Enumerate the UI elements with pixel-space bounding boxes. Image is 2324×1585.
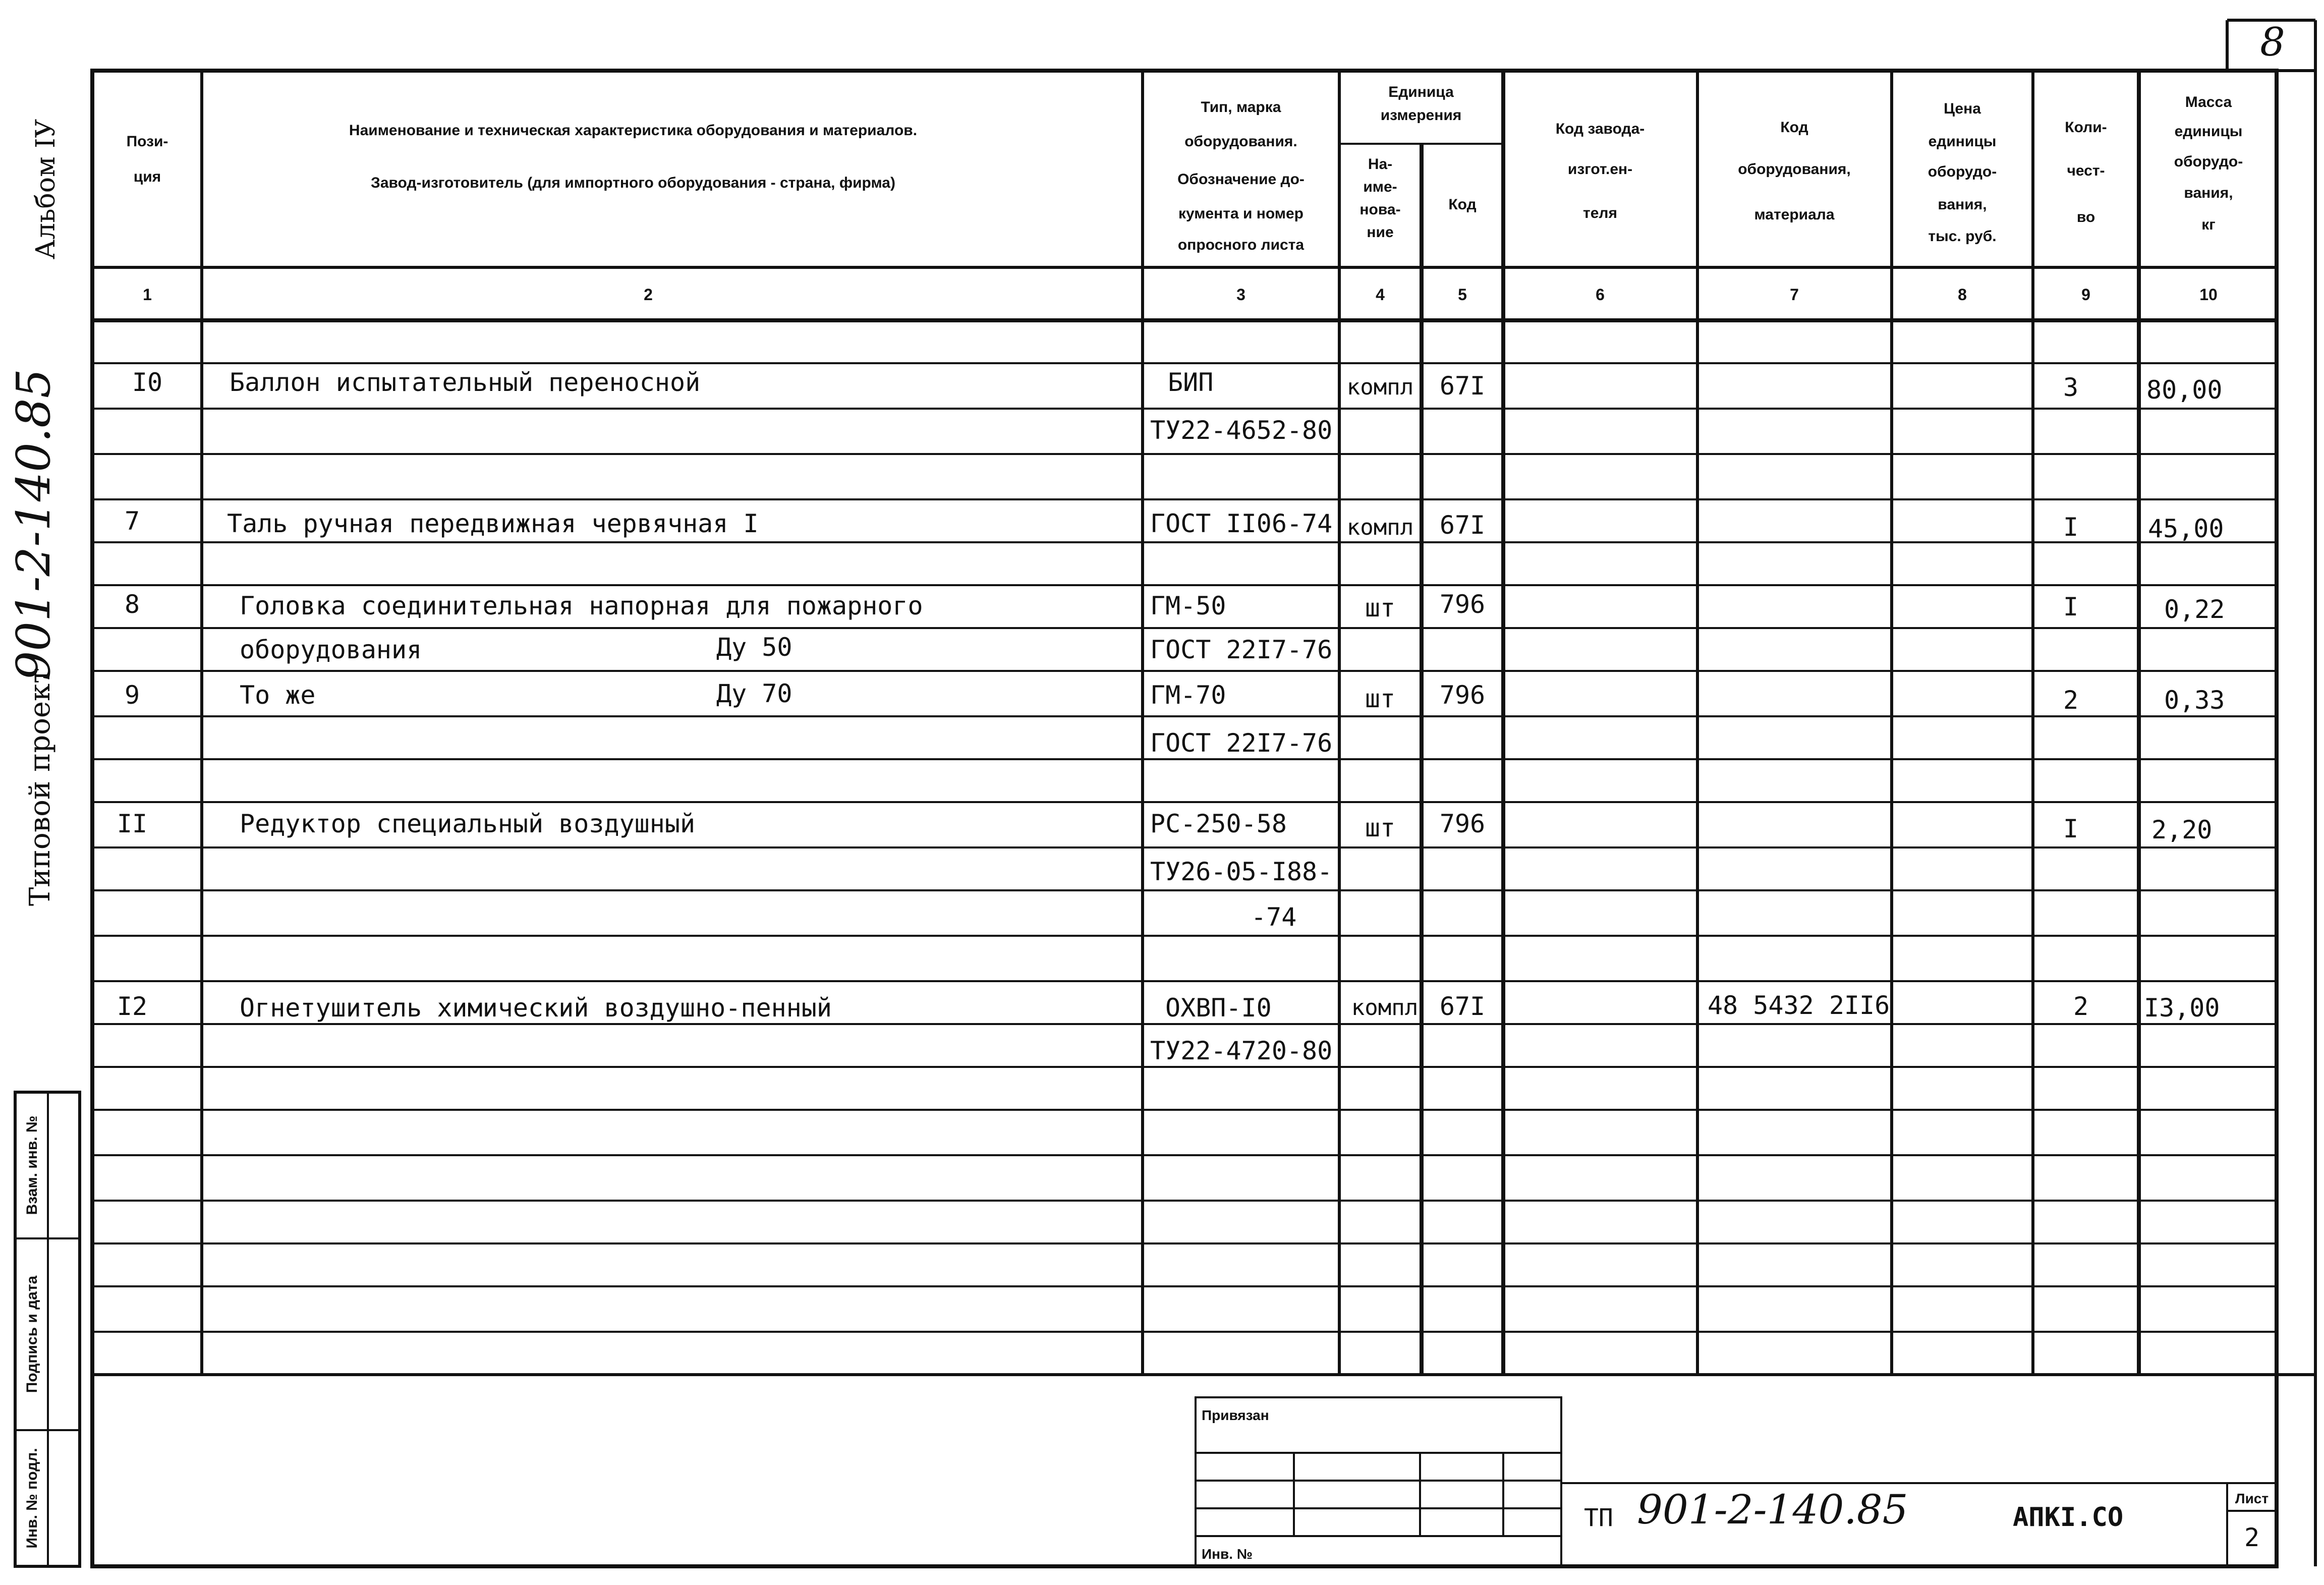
cell-name: Таль ручная передвижная червячная I xyxy=(227,509,759,538)
cell-position: I0 xyxy=(132,368,163,397)
header-price-4: вания, xyxy=(1938,196,1987,213)
stamp-replacement-inv: Взам. инв. № xyxy=(24,1115,40,1215)
cell-unit-code: 67I xyxy=(1439,371,1486,401)
cell-position: I2 xyxy=(117,992,148,1021)
cell-unit-code: 67I xyxy=(1439,992,1486,1021)
header-quantity-3: во xyxy=(2076,209,2095,225)
cell-type: ГОСТ 22I7-76 xyxy=(1150,728,1333,758)
header-unit-name-4: ние xyxy=(1367,224,1394,241)
cell-quantity: I xyxy=(2063,513,2079,542)
header-type-5: опросного листа xyxy=(1177,237,1305,253)
header-type-4: кумента и номер xyxy=(1178,205,1304,222)
sheet-value: 2 xyxy=(2244,1523,2260,1552)
header-unit-code: Код xyxy=(1448,196,1477,213)
cell-type: ОХВП-I0 xyxy=(1165,993,1272,1023)
table-row xyxy=(1251,902,1296,932)
cell-position: 9 xyxy=(124,681,140,710)
column-number: 6 xyxy=(1596,286,1605,304)
cell-unit-code: 796 xyxy=(1439,590,1486,619)
cell-mass: 2,20 xyxy=(2151,815,2213,844)
header-mass-3: оборудо- xyxy=(2174,153,2243,170)
column-number: 5 xyxy=(1458,286,1467,304)
header-quantity-1: Коли- xyxy=(2065,119,2107,136)
cell-name: оборудования xyxy=(240,635,422,664)
cell-unit: шт xyxy=(1365,684,1396,713)
album-label: Альбом IУ xyxy=(31,119,61,260)
header-equipment-code-2: оборудования, xyxy=(1738,161,1851,178)
cell-quantity: 2 xyxy=(2063,686,2079,715)
header-type-3: Обозначение до- xyxy=(1177,171,1305,188)
title-project-number: 901-2-140.85 xyxy=(1637,1486,1908,1533)
cell-mass: 80,00 xyxy=(2146,375,2223,405)
cell-type: -74 xyxy=(1251,902,1297,932)
cell-type: ГМ-70 xyxy=(1150,681,1226,710)
cell-unit-code: 796 xyxy=(1439,809,1486,838)
inv-number-label: Инв. № xyxy=(1202,1546,1253,1562)
cell-type: РС-250-58 xyxy=(1150,809,1287,838)
tp-prefix: ТП xyxy=(1584,1504,1613,1532)
cell-name: То же xyxy=(240,681,316,710)
sheet-label: Лист xyxy=(2235,1491,2269,1506)
column-number: 1 xyxy=(143,286,152,304)
header-position-2: ция xyxy=(133,168,161,185)
cell-position: 8 xyxy=(124,590,140,619)
header-type-2: оборудования. xyxy=(1184,133,1297,150)
column-number: 7 xyxy=(1790,286,1799,304)
table-row xyxy=(125,506,2224,543)
cell-type: ТУ26-05-I88- xyxy=(1150,857,1333,886)
header-unit-group-1: Единица xyxy=(1388,84,1454,100)
project-type-label: Типовой проект xyxy=(24,667,56,907)
cell-unit-code: 67I xyxy=(1439,511,1486,540)
table-row xyxy=(1150,416,1332,445)
cell-quantity: 2 xyxy=(2073,992,2089,1021)
header-mass-1: Масса xyxy=(2185,94,2232,110)
header-name-2: Завод-изготовитель (для импортного оборудования - страна, фирма) xyxy=(371,175,895,191)
cell-name: Огнетушитель химический воздушно-пенный xyxy=(240,993,832,1023)
table-row xyxy=(117,991,2220,1023)
cell-type: ТУ22-4720-80 xyxy=(1150,1036,1333,1065)
cell-unit: компл xyxy=(1346,374,1414,400)
cell-name-size: Ду 70 xyxy=(716,679,792,708)
column-number: 2 xyxy=(644,286,653,304)
stamp-signature-date: Подпись и дата xyxy=(24,1275,40,1393)
cell-unit-code: 796 xyxy=(1439,681,1486,710)
table-header xyxy=(127,84,2243,253)
header-unit-name-3: нова- xyxy=(1359,201,1401,218)
cell-type: ГОСТ 22I7-76 xyxy=(1150,635,1333,664)
table-row xyxy=(1150,857,1332,886)
stamp-original-inv: Инв. № подл. xyxy=(24,1448,40,1549)
table-grid xyxy=(15,20,2315,1566)
header-price-1: Цена xyxy=(1944,100,1981,117)
cell-type: ТУ22-4652-80 xyxy=(1150,416,1333,445)
side-project-number: 901-2-140.85 xyxy=(7,368,61,681)
cell-mass: 0,33 xyxy=(2164,686,2225,715)
cell-equipment-code: 48 5432 2II6 xyxy=(1708,991,1890,1020)
cell-unit: шт xyxy=(1365,813,1396,842)
header-name-1: Наименование и техническая характеристика оборудования и материалов. xyxy=(349,122,918,139)
header-mass-5: кг xyxy=(2201,216,2216,233)
cell-position: II xyxy=(117,809,148,838)
cell-quantity: I xyxy=(2063,592,2079,621)
table-row xyxy=(125,679,2225,715)
header-equipment-code-1: Код xyxy=(1780,119,1808,136)
column-number: 4 xyxy=(1376,286,1385,304)
title-block xyxy=(1202,1407,2269,1562)
header-quantity-2: чест- xyxy=(2067,162,2105,179)
cell-quantity: I xyxy=(2063,814,2079,843)
column-number-row xyxy=(143,286,2218,304)
column-number: 3 xyxy=(1236,286,1245,304)
cell-mass: 45,00 xyxy=(2148,514,2224,543)
header-plant-code-1: Код завода- xyxy=(1555,121,1645,137)
cell-mass: I3,00 xyxy=(2144,993,2220,1023)
cell-name: Редуктор специальный воздушный xyxy=(240,809,696,838)
cell-type: ГОСТ II06-74 xyxy=(1150,509,1333,538)
header-mass-2: единицы xyxy=(2174,123,2243,140)
sheet-number: 8 xyxy=(2260,20,2285,65)
header-unit-name-1: На- xyxy=(1368,156,1393,173)
header-plant-code-2: изгот.ен- xyxy=(1567,161,1633,178)
cell-mass: 0,22 xyxy=(2164,595,2225,624)
header-price-3: оборудо- xyxy=(1928,163,1997,180)
header-price-2: единицы xyxy=(1928,133,1997,150)
table-row xyxy=(1150,1036,1332,1065)
cell-name: Баллон испытательный переносной xyxy=(230,368,701,397)
table-row xyxy=(1150,728,1332,758)
cell-type: ГМ-50 xyxy=(1150,591,1226,620)
header-position-1: Пози- xyxy=(126,133,168,150)
cell-quantity: 3 xyxy=(2063,373,2079,402)
cell-unit: компл xyxy=(1346,515,1414,540)
header-price-5: тыс. руб. xyxy=(1928,228,1997,245)
column-number: 10 xyxy=(2199,286,2218,304)
header-plant-code-3: теля xyxy=(1583,205,1617,221)
table-row xyxy=(240,633,1332,664)
table-row xyxy=(125,590,2225,624)
linked-label: Привязан xyxy=(1202,1407,1269,1423)
cell-name: Головка соединительная напорная для пожарного xyxy=(240,591,923,620)
header-type-1: Тип, марка xyxy=(1201,99,1281,116)
cell-unit: компл xyxy=(1351,995,1419,1021)
column-number: 9 xyxy=(2081,286,2090,304)
header-unit-group-2: измерения xyxy=(1380,107,1462,124)
header-equipment-code-3: материала xyxy=(1754,206,1835,223)
cell-name-size: Ду 50 xyxy=(716,633,792,662)
cell-position: 7 xyxy=(124,506,140,536)
table-row xyxy=(117,809,2213,844)
cell-type: БИП xyxy=(1168,368,1214,397)
table-row xyxy=(132,368,2223,405)
cell-unit: шт xyxy=(1365,593,1396,622)
header-unit-name-2: име- xyxy=(1363,179,1397,195)
column-number: 8 xyxy=(1958,286,1967,304)
document-code: АПКI.СО xyxy=(2013,1502,2124,1533)
header-mass-4: вания, xyxy=(2184,185,2233,201)
